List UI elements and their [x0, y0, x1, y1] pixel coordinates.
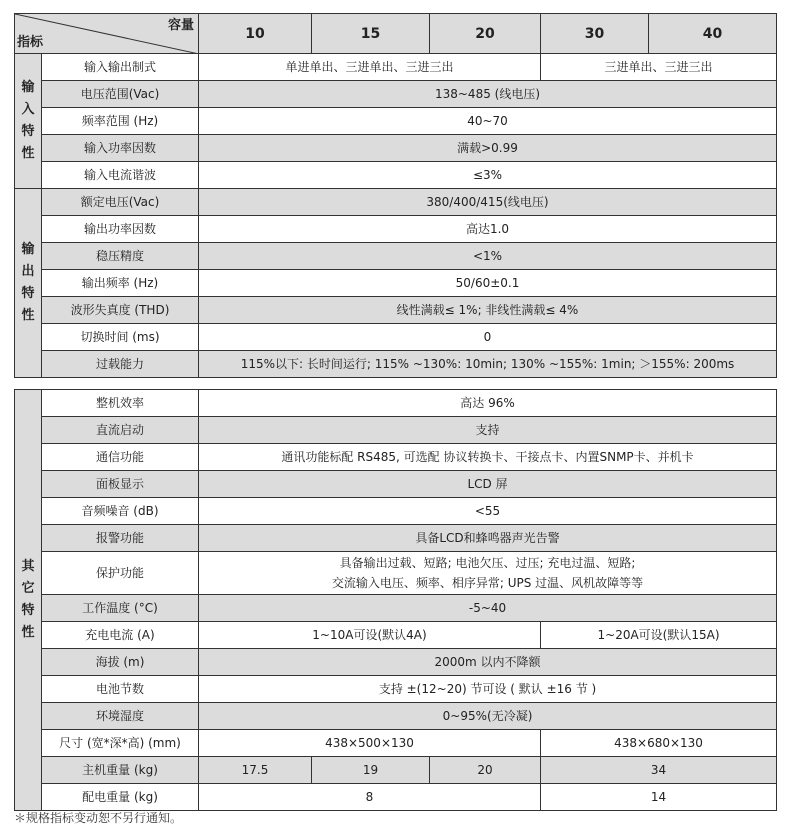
row-value: ≤3%: [199, 162, 777, 189]
row-label: 尺寸 (宽*深*高) (mm): [42, 730, 199, 757]
row-value: 380/400/415(线电压): [199, 189, 777, 216]
row-label: 输入输出制式: [42, 54, 199, 81]
table-row: [15, 471, 777, 498]
row-label: 充电电流 (A): [42, 622, 199, 649]
header-corner: [15, 14, 199, 54]
section-output-label: 输 出 特 性: [15, 189, 42, 378]
table-row: [15, 649, 777, 676]
section-other-label: 其 它 特 性: [15, 390, 42, 811]
table-row: [15, 216, 777, 243]
capacity-40: 40: [649, 14, 777, 54]
row-value: -5~40: [199, 595, 777, 622]
table-row: [15, 730, 777, 757]
row-value: 8: [199, 784, 541, 811]
row-label: 波形失真度 (THD): [42, 297, 199, 324]
row-label: 海拔 (m): [42, 649, 199, 676]
row-label: 电池节数: [42, 676, 199, 703]
row-value: <55: [199, 498, 777, 525]
table-row: [15, 444, 777, 471]
row-label: 额定电压(Vac): [42, 189, 199, 216]
row-label: 主机重量 (kg): [42, 757, 199, 784]
row-value: 438×500×130: [199, 730, 541, 757]
row-value: 40~70: [199, 108, 777, 135]
table-row: [15, 390, 777, 417]
row-value: 单进单出、三进单出、三进三出: [199, 54, 541, 81]
table-row: [15, 757, 777, 784]
row-value: 满载>0.99: [199, 135, 777, 162]
table-row: [15, 552, 777, 595]
row-value: 0: [199, 324, 777, 351]
row-value: 支持: [199, 417, 777, 444]
row-value: 14: [541, 784, 777, 811]
row-label: 环境湿度: [42, 703, 199, 730]
capacity-header: 容量: [167, 18, 194, 33]
row-value: 线性满载≤ 1%; 非线性满载≤ 4%: [199, 297, 777, 324]
row-label: 输入电流谐波: [42, 162, 199, 189]
spec-table-top: [14, 13, 777, 378]
row-value: 50/60±0.1: [199, 270, 777, 297]
table-row: [15, 54, 777, 81]
table-row: [15, 784, 777, 811]
row-value: 高达 96%: [199, 390, 777, 417]
row-label: 配电重量 (kg): [42, 784, 199, 811]
row-value: 2000m 以内不降额: [199, 649, 777, 676]
capacity-20: 20: [430, 14, 541, 54]
row-label: 报警功能: [42, 525, 199, 552]
row-label: 输入功率因数: [42, 135, 199, 162]
row-label: 工作温度 (°C): [42, 595, 199, 622]
row-value: <1%: [199, 243, 777, 270]
capacity-10: 10: [199, 14, 312, 54]
table-row: [15, 525, 777, 552]
protection-line-1: 具备输出过载、短路; 电池欠压、过压; 充电过温、短路;: [339, 556, 636, 570]
section-input-label: 输 入 特 性: [15, 54, 42, 189]
row-value: 19: [312, 757, 430, 784]
row-label: 音频噪音 (dB): [42, 498, 199, 525]
row-label: 频率范围 (Hz): [42, 108, 199, 135]
spec-table-bottom: [14, 389, 777, 811]
row-value: 438×680×130: [541, 730, 777, 757]
row-value: 0~95%(无冷凝): [199, 703, 777, 730]
row-value: 20: [430, 757, 541, 784]
table-row: [15, 351, 777, 378]
table-row: [15, 81, 777, 108]
table-row: [15, 703, 777, 730]
row-value: 115%以下: 长时间运行; 115% ~130%: 10min; 130% ~155%: 1min; ＞155%: 200ms: [199, 351, 777, 378]
table-row: [15, 324, 777, 351]
table-row: [15, 108, 777, 135]
table-row: [15, 417, 777, 444]
row-label: 稳压精度: [42, 243, 199, 270]
row-value: 34: [541, 757, 777, 784]
row-value: 三进单出、三进三出: [541, 54, 777, 81]
row-value: [199, 552, 777, 595]
row-label: 电压范围(Vac): [42, 81, 199, 108]
row-label: 输出功率因数: [42, 216, 199, 243]
row-value: 高达1.0: [199, 216, 777, 243]
row-value: 通讯功能标配 RS485, 可选配 协议转换卡、干接点卡、内置SNMP卡、并机卡: [199, 444, 777, 471]
table-row: [15, 622, 777, 649]
row-label: 整机效率: [42, 390, 199, 417]
row-label: 切换时间 (ms): [42, 324, 199, 351]
row-value: 支持 ±(12~20) 节可设 ( 默认 ±16 节 ): [199, 676, 777, 703]
table-row: [15, 595, 777, 622]
table-row: [15, 297, 777, 324]
table-row: [15, 498, 777, 525]
table-row: [15, 189, 777, 216]
row-value: 138~485 (线电压): [199, 81, 777, 108]
protection-line-2: 交流输入电压、频率、相序异常; UPS 过温、风机故障等等: [331, 576, 644, 590]
row-value: 17.5: [199, 757, 312, 784]
row-value: 具备LCD和蜂鸣器声光告警: [199, 525, 777, 552]
row-label: 通信功能: [42, 444, 199, 471]
table-row: [15, 243, 777, 270]
row-label: 输出频率 (Hz): [42, 270, 199, 297]
footnote: ＊规格指标变动恕不另行通知。: [14, 811, 183, 825]
capacity-30: 30: [541, 14, 649, 54]
table-row: [15, 676, 777, 703]
table-row: [15, 270, 777, 297]
capacity-15: 15: [312, 14, 430, 54]
row-label: 直流启动: [42, 417, 199, 444]
table-row: [15, 162, 777, 189]
index-header: 指标: [17, 35, 44, 50]
row-value: 1~20A可设(默认15A): [541, 622, 777, 649]
row-label: 过载能力: [42, 351, 199, 378]
header-row: [15, 14, 777, 54]
row-value: 1~10A可设(默认4A): [199, 622, 541, 649]
row-label: 面板显示: [42, 471, 199, 498]
row-label: 保护功能: [42, 552, 199, 595]
table-row: [15, 135, 777, 162]
row-value: LCD 屏: [199, 471, 777, 498]
